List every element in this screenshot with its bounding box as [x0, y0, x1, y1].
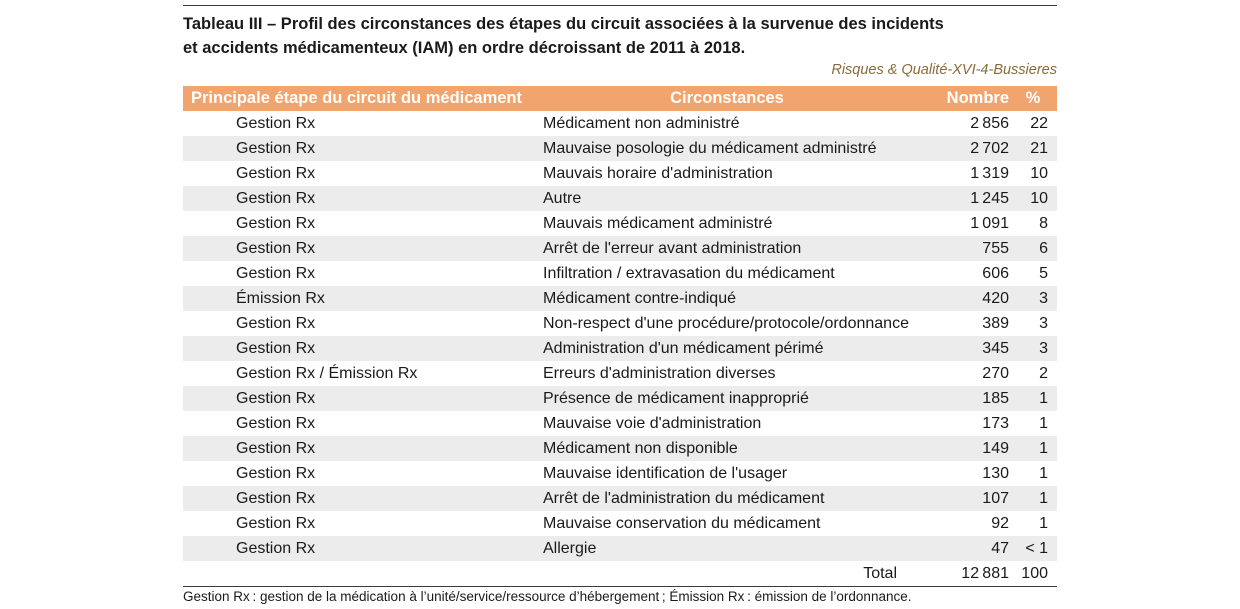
- cell-count: 92: [991, 514, 1009, 532]
- cell-circumstance: Arrêt de l'erreur avant administration: [535, 236, 919, 261]
- table-row: [183, 436, 1057, 461]
- table-footnote: Gestion Rx : gestion de la médication à l’unité/service/ressource d’hébergement ; Émission Rx : émission de l’ordonnance.: [183, 589, 912, 604]
- cell-circumstance: Non-respect d'une procédure/protocole/ordonnance: [543, 314, 909, 332]
- total-label: Total: [863, 564, 897, 582]
- cell-circumstance: Autre: [535, 186, 919, 211]
- top-rule: [183, 5, 1057, 6]
- table-caption: [183, 12, 1057, 60]
- table-row: [183, 511, 1057, 536]
- cell-step: Gestion Rx: [183, 136, 535, 161]
- cell-circumstance: Mauvaise identification de l'usager: [543, 464, 788, 482]
- cell-circumstance: Médicament non disponible: [535, 436, 919, 461]
- total-count: 12 881: [961, 564, 1009, 582]
- table-row: [183, 336, 1057, 361]
- caption-line-2: et accidents médicamenteux (IAM) en ordre décroissant de 2011 à 2018.: [183, 39, 746, 57]
- table-row: [183, 111, 1057, 136]
- cell-percent: 1: [1009, 486, 1057, 511]
- cell-percent: 10: [1009, 186, 1057, 211]
- cell-circumstance: Médicament non administré: [543, 114, 740, 132]
- cell-step: Gestion Rx: [183, 336, 535, 361]
- table-row: [183, 311, 1057, 336]
- cell-count: 107: [919, 486, 1009, 511]
- cell-step: Gestion Rx: [183, 386, 535, 411]
- table-row: [183, 161, 1057, 186]
- cell-circumstance: Erreurs d'administration diverses: [543, 364, 776, 382]
- cell-count: 2 702: [919, 136, 1009, 161]
- table-row: [183, 536, 1057, 561]
- cell-step: Émission Rx: [183, 286, 535, 311]
- cell-percent: 6: [1009, 236, 1057, 261]
- header-step: Principale étape du circuit du médicament: [183, 86, 535, 111]
- cell-count: 2 856: [970, 114, 1009, 132]
- cell-circumstance: Mauvais horaire d'administration: [543, 164, 773, 182]
- cell-percent: 2: [1039, 364, 1048, 382]
- table-header-row: [183, 86, 1057, 111]
- table-body: [183, 111, 1057, 586]
- cell-percent: 1: [1009, 386, 1057, 411]
- cell-count: 1 091: [970, 214, 1009, 232]
- cell-circumstance: Mauvaise posologie du médicament administré: [535, 136, 919, 161]
- cell-step: Gestion Rx: [236, 514, 316, 532]
- cell-count: 185: [919, 386, 1009, 411]
- cell-step: Gestion Rx: [236, 264, 316, 282]
- cell-circumstance: Présence de médicament inapproprié: [535, 386, 919, 411]
- cell-percent: 22: [1030, 114, 1048, 132]
- total-spacer: [183, 561, 535, 586]
- cell-count: 173: [982, 414, 1009, 432]
- cell-percent: 5: [1039, 264, 1048, 282]
- source-reference: Risques & Qualité-XVI-4-Bussieres: [831, 62, 1057, 78]
- cell-count: 345: [919, 336, 1009, 361]
- cell-count: 420: [919, 286, 1009, 311]
- cell-percent: < 1: [1009, 536, 1057, 561]
- table-row: [183, 461, 1057, 486]
- cell-circumstance: Mauvaise conservation du médicament: [543, 514, 821, 532]
- cell-count: 47: [919, 536, 1009, 561]
- cell-step: Gestion Rx: [183, 486, 535, 511]
- cell-step: Gestion Rx: [183, 536, 535, 561]
- cell-step: Gestion Rx: [183, 186, 535, 211]
- cell-circumstance: Mauvais médicament administré: [543, 214, 773, 232]
- cell-step: Gestion Rx: [236, 164, 316, 182]
- table-row: [183, 286, 1057, 311]
- cell-circumstance: Médicament contre-indiqué: [535, 286, 919, 311]
- data-table: [183, 86, 1057, 586]
- table-row: [183, 186, 1057, 211]
- table-row: [183, 136, 1057, 161]
- cell-percent: 1: [1009, 436, 1057, 461]
- cell-step: Gestion Rx: [183, 236, 535, 261]
- cell-step: Gestion Rx: [236, 414, 316, 432]
- cell-step: Gestion Rx: [183, 436, 535, 461]
- cell-percent: 1: [1039, 514, 1048, 532]
- cell-percent: 1: [1039, 464, 1048, 482]
- bottom-rule: [183, 586, 1057, 587]
- caption-line-1: Tableau III – Profil des circonstances des étapes du circuit associées à la survenue des incidents: [183, 15, 944, 33]
- cell-step: Gestion Rx / Émission Rx: [236, 364, 418, 382]
- cell-percent: 3: [1039, 314, 1048, 332]
- cell-count: 1 245: [919, 186, 1009, 211]
- cell-percent: 10: [1030, 164, 1048, 182]
- total-percent: 100: [1021, 564, 1048, 582]
- cell-percent: 3: [1009, 286, 1057, 311]
- cell-circumstance: Mauvaise voie d'administration: [543, 414, 762, 432]
- table-row: [183, 411, 1057, 436]
- cell-percent: 3: [1009, 336, 1057, 361]
- cell-count: 270: [982, 364, 1009, 382]
- cell-circumstance: Infiltration / extravasation du médicament: [543, 264, 835, 282]
- table-row: [183, 211, 1057, 236]
- cell-circumstance: Administration d'un médicament périmé: [535, 336, 919, 361]
- table-row: [183, 486, 1057, 511]
- cell-count: 755: [919, 236, 1009, 261]
- header-percent: %: [1009, 86, 1057, 111]
- table-row: [183, 261, 1057, 286]
- cell-count: 1 319: [970, 164, 1009, 182]
- header-circumstance: Circonstances: [535, 86, 919, 111]
- total-row: [183, 561, 1057, 586]
- cell-count: 606: [982, 264, 1009, 282]
- cell-circumstance: Allergie: [535, 536, 919, 561]
- cell-circumstance: Arrêt de l'administration du médicament: [535, 486, 919, 511]
- cell-step: Gestion Rx: [236, 314, 316, 332]
- cell-percent: 21: [1009, 136, 1057, 161]
- cell-step: Gestion Rx: [236, 214, 316, 232]
- table-row: [183, 386, 1057, 411]
- cell-count: 130: [982, 464, 1009, 482]
- cell-step: Gestion Rx: [236, 114, 316, 132]
- cell-percent: 1: [1039, 414, 1048, 432]
- table-row: [183, 361, 1057, 386]
- cell-step: Gestion Rx: [236, 464, 316, 482]
- table-row: [183, 236, 1057, 261]
- cell-count: 149: [919, 436, 1009, 461]
- cell-percent: 8: [1039, 214, 1048, 232]
- header-count: Nombre: [919, 86, 1009, 111]
- cell-count: 389: [982, 314, 1009, 332]
